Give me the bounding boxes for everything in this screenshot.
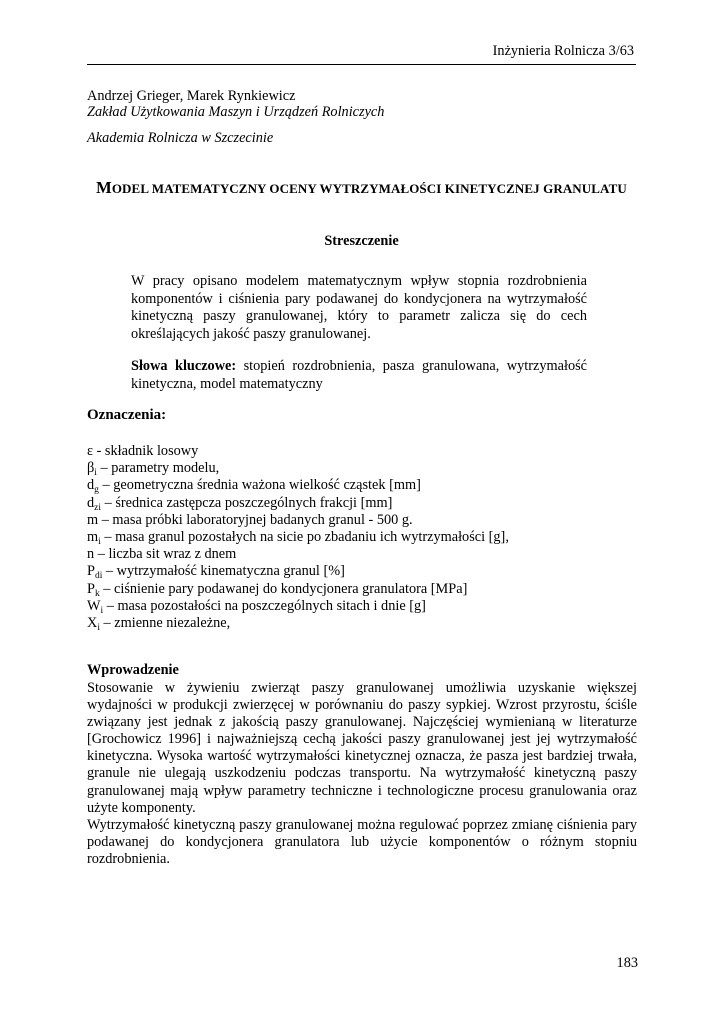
keywords-label: Słowa kluczowe: <box>131 358 237 374</box>
notation-heading: Oznaczenia: <box>87 407 167 423</box>
page-number: 183 <box>616 955 638 971</box>
authors: Andrzej Grieger, Marek Rynkiewicz <box>87 88 296 104</box>
paper-title <box>87 178 636 198</box>
introduction-paragraph: Stosowanie w żywieniu zwierząt paszy granulowanej umożliwia uzyskanie większej wydajności w produkcji zwierzęcej w porównaniu do paszy sypkiej. Wzrost przyrostu, ściśle związany jest jednak z jakością paszy granulowanej. Najczęściej wymienianą w literaturze [Grochowicz 1996] i najważniejszą cechą jakości paszy granulowanej jest jej wytrzymałość kinetyczna. Wysoka wartość wytrzymałości kinetycznej oznacza, że pasza jest bardziej trwała, granule nie ulegają uszkodzeniu podczas transportu. Na wytrzymałość kinetyczną paszy granulowanej mają wpływ parametry techniczne i technologiczne procesu granulowania oraz użyte komponenty. <box>87 680 637 816</box>
running-header: Inżynieria Rolnicza 3/63 <box>492 43 634 59</box>
notation-list <box>87 443 509 632</box>
abstract-text: W pracy opisano modelem matematycznym wpływ stopnia rozdrobnienia komponentów i ciśnienia pary podawanej do kondycjonera na wytrzymałość kinetyczną paszy granulowanej, który to parametr zalicza się do cech określających jakość paszy granulowanej. <box>131 273 587 342</box>
introduction-body <box>87 680 637 868</box>
notation-item: $\beta_i$ – parametry modelu, <box>87 460 220 479</box>
title-initial: M <box>96 178 112 197</box>
notation-item: $m_i$ – masa granul pozostałych na sicie po zbadaniu ich wytrzymałości [g], <box>87 529 509 548</box>
institution-university: Akademia Rolnicza w Szczecinie <box>87 130 274 146</box>
institution-department: Zakład Użytkowania Maszyn i Urządzeń Rolniczych <box>87 104 385 120</box>
notation-item: $d_{zi}$ – średnica zastępcza poszczególnych frakcji [mm] <box>87 494 393 513</box>
notation-item: $P_{di}$ – wytrzymałość kinematyczna granul [%] <box>87 563 345 582</box>
notation-item: ε - składnik losowy <box>87 443 199 459</box>
notation-item: $W_i$ – masa pozostałości na poszczególnych sitach i dnie [g] <box>87 597 426 616</box>
notation-item: $P_k$ – ciśnienie pary podawanej do kondycjonera granulatora [MPa] <box>87 580 468 599</box>
notation-item: $X_i$ – zmienne niezależne, <box>87 615 231 634</box>
notation-item: $d_g$ – geometryczna średnia ważona wielkość cząstek [mm] <box>87 477 421 496</box>
keywords-list: stopień rozdrobnienia, pasza granulowana, wytrzymałość kinetyczna, model matematyczny <box>131 358 587 392</box>
notation-item: m – masa próbki laboratoryjnej badanych granul - 500 g. <box>87 511 413 528</box>
keywords <box>131 358 587 393</box>
title-rest: ODEL MATEMATYCZNY OCENY WYTRZYMAŁOŚCI KINETYCZNEJ GRANULATU <box>111 181 627 196</box>
introduction-heading: Wprowadzenie <box>87 662 179 678</box>
abstract-heading: Streszczenie <box>324 233 399 249</box>
introduction-paragraph: Wytrzymałość kinetyczną paszy granulowanej można regulować poprzez zmianę ciśnienia pary podawanej do kondycjonera granulatora lub użycie komponentów o różnym stopniu rozdrobnienia. <box>87 816 637 867</box>
notation-item: n – liczba sit wraz z dnem <box>87 546 237 563</box>
header-rule <box>87 64 636 65</box>
